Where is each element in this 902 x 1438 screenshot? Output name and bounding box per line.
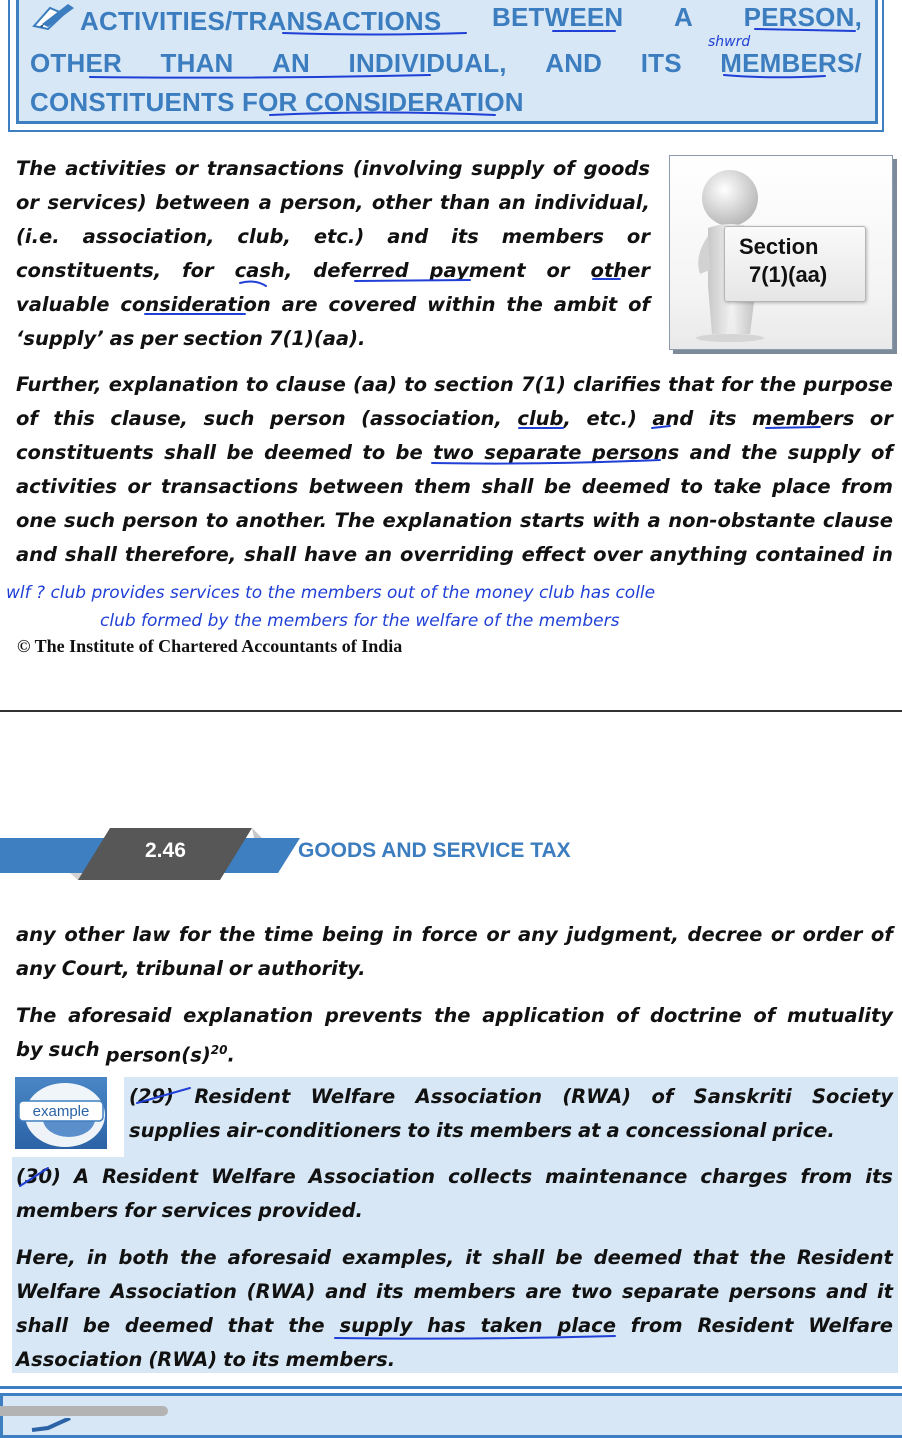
text-fragment: (30): [16, 1165, 61, 1188]
text-fragment: or: [127, 475, 151, 498]
text-fragment: deferred: [313, 259, 409, 282]
text-fragment: deemed: [581, 475, 670, 498]
text-fragment: of: [651, 1085, 674, 1108]
text-fragment: being: [322, 923, 384, 946]
text-fragment: that: [227, 1314, 274, 1337]
text-fragment: be: [544, 475, 572, 498]
heading-word: MEMBERS/: [720, 48, 862, 78]
text-fragment: services): [47, 191, 147, 214]
text-fragment: from: [800, 1165, 853, 1188]
heading-line-1: [30, 2, 862, 37]
text-fragment: club,: [237, 225, 291, 248]
text-fragment: charges: [700, 1165, 788, 1188]
text-line: [16, 436, 893, 470]
text-fragment: examples,: [341, 1246, 455, 1269]
text-fragment: 7(1): [520, 373, 566, 396]
text-fragment: transactions: [206, 157, 345, 180]
text-fragment: overriding: [399, 543, 514, 566]
text-fragment: judgment,: [566, 923, 679, 946]
text-fragment: force: [421, 923, 478, 946]
text-fragment: or: [16, 191, 40, 214]
text-fragment: (RWA): [148, 1348, 218, 1371]
ribbon-fold: [252, 828, 262, 838]
text-fragment: application: [482, 1004, 605, 1027]
text-fragment: payment: [429, 259, 526, 282]
text-fragment: the: [740, 441, 778, 464]
text-fragment: to: [245, 373, 269, 396]
text-fragment: The: [16, 1004, 57, 1027]
text-fragment: from: [630, 1314, 683, 1337]
text-fragment: be: [226, 441, 254, 464]
text-fragment: deemed: [264, 441, 353, 464]
text-fragment: in: [86, 1246, 108, 1269]
text-fragment: any: [16, 957, 56, 980]
section-sign-line-1: Section: [739, 234, 819, 259]
text-fragment: the: [288, 1314, 325, 1337]
text-fragment: be: [395, 441, 423, 464]
text-fragment: to: [407, 1119, 431, 1142]
text-fragment: Resident: [796, 1246, 893, 1269]
text-fragment: effect: [521, 543, 586, 566]
text-fragment: shall: [64, 543, 117, 566]
text-fragment: covered: [328, 293, 417, 316]
text-fragment: Resident: [102, 1165, 199, 1188]
text-line: [16, 918, 893, 952]
text-fragment: (RWA): [562, 1085, 632, 1108]
text-fragment: 7(1)(aa).: [268, 327, 366, 350]
text-fragment: another.: [235, 509, 328, 532]
text-fragment: purpose: [803, 373, 893, 396]
text-fragment: therefore,: [124, 543, 237, 566]
text-line: [16, 1194, 893, 1228]
text-fragment: to: [205, 509, 229, 532]
text-fragment: clause,: [110, 407, 188, 430]
text-fragment: between: [155, 191, 251, 214]
text-fragment: that: [668, 373, 714, 396]
text-fragment: and: [16, 543, 57, 566]
text-fragment: both: [118, 1246, 170, 1269]
example-conclusion: [16, 1241, 893, 1377]
ink-note-line-1: wlf ? club provides services to the members out of the money club has colle: [6, 583, 656, 603]
text-line: [16, 322, 650, 356]
text-fragment: between: [308, 475, 404, 498]
paragraph-explanation-clause-aa: [16, 368, 893, 572]
page-number: 2.46: [145, 839, 186, 862]
text-line: [129, 1114, 893, 1148]
text-fragment: and: [387, 225, 429, 248]
text-fragment: other: [590, 259, 650, 282]
text-fragment: from: [841, 475, 893, 498]
text-fragment: such: [48, 1038, 100, 1061]
example-logo-icon: [15, 1077, 107, 1149]
text-fragment: a: [647, 509, 661, 532]
text-fragment: a: [606, 1119, 620, 1142]
text-fragment: (involving: [352, 157, 463, 180]
text-fragment: [106, 1033, 235, 1067]
text-fragment: (i.e.: [16, 225, 60, 248]
text-line: [16, 470, 893, 504]
text-fragment: Welfare: [808, 1314, 893, 1337]
text-line: [16, 254, 650, 288]
text-line: [16, 402, 893, 436]
text-fragment: persons: [591, 441, 680, 464]
text-fragment: activities: [65, 157, 167, 180]
text-fragment: anything: [649, 543, 748, 566]
paragraph-doctrine-of-mutuality: [16, 999, 893, 1067]
text-line: [16, 999, 893, 1033]
heading-word: AND: [545, 48, 603, 78]
text-fragment: separate: [484, 441, 582, 464]
text-line: [16, 368, 893, 402]
text-fragment: explanation: [108, 373, 239, 396]
text-fragment: an: [498, 191, 526, 214]
text-fragment: any: [16, 923, 56, 946]
text-fragment: air-conditioners: [226, 1119, 402, 1142]
text-fragment: provided.: [258, 1199, 363, 1222]
text-fragment: of: [871, 441, 893, 464]
heading-word: THAN: [160, 48, 234, 78]
text-fragment: supply: [787, 441, 861, 464]
text-line: [16, 288, 650, 322]
text-fragment: with: [592, 509, 641, 532]
text-fragment: deemed: [124, 1314, 213, 1337]
text-fragment: of: [616, 1004, 639, 1027]
ink-note-above-members: shwrd: [708, 34, 751, 50]
text-fragment: supply: [471, 157, 545, 180]
text-fragment: cash,: [234, 259, 293, 282]
text-fragment: or: [486, 923, 510, 946]
text-fragment: constituents: [16, 441, 154, 464]
text-fragment: supply: [339, 1314, 413, 1337]
text-fragment: by: [16, 1038, 43, 1061]
text-fragment: aforesaid: [68, 1004, 172, 1027]
text-fragment: the: [749, 1246, 786, 1269]
text-fragment: section: [183, 327, 263, 350]
text-fragment: explanation: [382, 509, 513, 532]
text-fragment: mutuality: [787, 1004, 893, 1027]
text-fragment: contained: [755, 543, 865, 566]
text-fragment: are: [281, 293, 318, 316]
text-fragment: shall: [492, 1246, 545, 1269]
text-fragment: its: [251, 1348, 280, 1371]
text-line: [16, 1309, 893, 1343]
text-fragment: ‘supply’: [16, 327, 104, 350]
text-line: [16, 952, 893, 986]
text-fragment: one: [16, 509, 57, 532]
footnote-ref[interactable]: 20: [210, 1043, 228, 1057]
paragraph-supply-definition: [16, 152, 650, 356]
text-fragment: (RWA): [246, 1280, 316, 1303]
text-fragment: in: [392, 923, 413, 946]
text-fragment: person(s): [105, 1043, 211, 1067]
text-fragment: the: [506, 293, 543, 316]
text-fragment: the: [180, 1246, 217, 1269]
text-fragment: Resident: [697, 1314, 794, 1337]
text-fragment: as: [109, 327, 135, 350]
text-line: [16, 538, 893, 572]
text-line: [16, 1033, 893, 1067]
running-header-title: GOODS AND SERVICE TAX: [298, 839, 571, 862]
text-fragment: tribunal: [135, 957, 223, 980]
text-fragment: Resident: [194, 1085, 291, 1108]
text-line: [129, 1080, 893, 1114]
heading-line-2: [30, 48, 862, 79]
text-fragment: of: [552, 157, 575, 180]
heading-word: A: [673, 2, 693, 32]
text-fragment: clarifies: [573, 373, 661, 396]
text-fragment: its: [865, 1165, 893, 1188]
section-sign: [724, 226, 866, 302]
example-29: [129, 1080, 893, 1148]
text-fragment: Association: [16, 1348, 143, 1371]
text-fragment: its: [436, 1119, 464, 1142]
text-line: [16, 1160, 893, 1194]
text-fragment: Here,: [16, 1246, 76, 1269]
text-fragment: time: [263, 923, 314, 946]
pen-and-paper-icon: [30, 2, 80, 37]
text-fragment: members: [501, 225, 604, 248]
text-line: [16, 186, 650, 220]
text-fragment: aforesaid: [227, 1246, 331, 1269]
text-fragment: them: [414, 475, 471, 498]
text-fragment: members: [752, 407, 855, 430]
text-fragment: an: [364, 543, 393, 566]
text-line: [16, 504, 893, 538]
text-fragment: place: [557, 1314, 616, 1337]
text-fragment: concessional: [625, 1119, 767, 1142]
text-fragment: (association,: [361, 407, 502, 430]
text-fragment: Court,: [61, 957, 130, 980]
text-fragment: Association: [415, 1085, 542, 1108]
text-fragment: per: [140, 327, 178, 350]
heading-line-3: CONSTITUENTS FOR CONSIDERATION: [30, 87, 524, 117]
text-fragment: or: [869, 407, 893, 430]
section-divider: [0, 1386, 902, 1389]
text-line: [16, 152, 650, 186]
text-fragment: shall: [16, 1314, 69, 1337]
example-30: [16, 1160, 893, 1228]
text-fragment: in: [872, 543, 893, 566]
text-fragment: members: [469, 1119, 573, 1142]
heading-word: INDIVIDUAL,: [348, 48, 507, 78]
text-fragment: the: [759, 373, 797, 396]
text-fragment: such: [203, 407, 255, 430]
heading-word: OTHER: [30, 48, 122, 78]
text-fragment: clause: [275, 373, 346, 396]
text-fragment: (aa): [352, 373, 398, 396]
text-fragment: Welfare: [16, 1280, 101, 1303]
text-fragment: order: [802, 923, 863, 946]
text-fragment: starts: [519, 509, 585, 532]
heading-word: ACTIVITIES/TRANSACTIONS: [80, 6, 442, 36]
text-fragment: it: [876, 1280, 893, 1303]
text-fragment: has: [427, 1314, 466, 1337]
text-fragment: or: [770, 923, 794, 946]
text-fragment: take: [713, 475, 762, 498]
text-fragment: goods: [583, 157, 650, 180]
text-fragment: person: [269, 407, 346, 430]
text-fragment: shall: [481, 475, 534, 498]
text-fragment: place: [771, 475, 831, 498]
text-fragment: to: [404, 373, 427, 396]
text-fragment: and: [689, 441, 731, 464]
text-line: [16, 220, 650, 254]
ink-note-line-2: club formed by the members for the welfare of the members: [100, 611, 620, 631]
text-line: [16, 1241, 893, 1275]
text-fragment: Association: [308, 1165, 436, 1188]
text-fragment: etc.): [313, 225, 365, 248]
text-fragment: a: [258, 191, 272, 214]
text-fragment: prevents: [324, 1004, 423, 1027]
page-break-rule: [0, 710, 902, 712]
text-fragment: deemed: [593, 1246, 682, 1269]
heading-word-group: [30, 2, 441, 37]
text-fragment: non-obstante: [668, 509, 816, 532]
text-fragment: for: [178, 923, 211, 946]
horizontal-scrollbar-thumb[interactable]: [0, 1406, 168, 1416]
text-fragment: Association: [110, 1280, 237, 1303]
text-fragment: etc.): [586, 407, 637, 430]
text-fragment: two: [433, 441, 474, 464]
text-fragment: of: [870, 923, 893, 946]
text-fragment: supplies: [129, 1119, 221, 1142]
text-fragment: shall: [164, 441, 217, 464]
text-fragment: explanation: [183, 1004, 314, 1027]
heading-word: PERSON,: [743, 2, 862, 32]
text-fragment: within: [427, 293, 496, 316]
text-fragment: doctrine: [650, 1004, 742, 1027]
check-icon: [30, 1418, 78, 1432]
text-fragment: for: [721, 373, 753, 396]
text-fragment: person,: [280, 191, 364, 214]
text-fragment: and: [325, 1280, 367, 1303]
text-fragment: be: [82, 1314, 111, 1337]
text-fragment: authority.: [257, 957, 366, 980]
text-fragment: any: [517, 923, 558, 946]
text-fragment: have: [304, 543, 358, 566]
text-fragment: collects: [448, 1165, 533, 1188]
text-fragment: or: [228, 957, 252, 980]
text-fragment: Further,: [16, 373, 102, 396]
paragraph-continued: [16, 918, 893, 986]
text-fragment: valuable: [16, 293, 110, 316]
text-fragment: association,: [82, 225, 215, 248]
text-fragment: such: [64, 509, 115, 532]
text-fragment: be: [555, 1246, 583, 1269]
text-fragment: for: [182, 259, 214, 282]
text-fragment: members: [16, 1199, 119, 1222]
text-fragment: section: [434, 373, 514, 396]
text-fragment: Welfare: [211, 1165, 296, 1188]
text-fragment: the: [218, 923, 256, 946]
text-fragment: The: [334, 509, 375, 532]
text-fragment: A: [73, 1165, 90, 1188]
text-fragment: Welfare: [310, 1085, 396, 1108]
heading-word: BETWEEN: [491, 2, 624, 32]
text-fragment: taken: [480, 1314, 543, 1337]
text-fragment: transactions: [161, 475, 299, 498]
text-fragment: two: [571, 1280, 613, 1303]
text-fragment: ambit: [553, 293, 618, 316]
text-fragment: activities: [16, 475, 117, 498]
text-fragment: law: [132, 923, 171, 946]
text-fragment: consideration: [120, 293, 271, 316]
example-logo-label: example: [32, 1103, 90, 1120]
text-fragment: its: [451, 225, 479, 248]
text-fragment: this: [53, 407, 95, 430]
text-fragment: constituents,: [16, 259, 162, 282]
text-fragment: than: [439, 191, 491, 214]
section-7-1-aa-illustration: [669, 155, 893, 350]
text-fragment: individual,: [534, 191, 650, 214]
text-fragment: The: [16, 157, 57, 180]
text-fragment: Sanskriti: [693, 1085, 792, 1108]
text-fragment: price.: [772, 1119, 835, 1142]
text-fragment: members: [413, 1280, 516, 1303]
text-fragment: decree: [687, 923, 763, 946]
text-fragment: are: [525, 1280, 562, 1303]
text-fragment: clause: [822, 509, 893, 532]
text-fragment: .: [227, 1043, 235, 1067]
heading-word: AN: [272, 48, 310, 78]
text-line: [16, 1343, 893, 1377]
text-fragment: of: [16, 407, 38, 430]
text-fragment: (29): [129, 1085, 174, 1108]
text-fragment: club,: [517, 407, 571, 430]
text-fragment: that: [692, 1246, 739, 1269]
text-fragment: its: [708, 407, 737, 430]
text-fragment: of: [628, 293, 650, 316]
copyright-footer: © The Institute of Chartered Accountants of India: [17, 636, 403, 656]
text-line: [16, 1275, 893, 1309]
text-fragment: or: [546, 259, 570, 282]
text-fragment: of: [753, 1004, 776, 1027]
text-fragment: shall: [244, 543, 297, 566]
text-fragment: to: [223, 1348, 246, 1371]
text-fragment: it: [465, 1246, 482, 1269]
text-fragment: separate: [621, 1280, 720, 1303]
text-fragment: and: [652, 407, 694, 430]
text-fragment: persons: [729, 1280, 817, 1303]
text-fragment: members.: [285, 1348, 396, 1371]
text-fragment: at: [578, 1119, 601, 1142]
text-fragment: the: [434, 1004, 471, 1027]
text-fragment: maintenance: [545, 1165, 688, 1188]
text-fragment: for: [124, 1199, 156, 1222]
text-fragment: services: [161, 1199, 253, 1222]
heading-word: ITS: [640, 48, 682, 78]
text-fragment: or: [626, 225, 650, 248]
text-fragment: and: [826, 1280, 868, 1303]
text-fragment: other: [64, 923, 124, 946]
text-fragment: other: [371, 191, 432, 214]
text-fragment: Society: [811, 1085, 893, 1108]
text-fragment: or: [175, 157, 199, 180]
text-fragment: to: [362, 441, 386, 464]
text-fragment: over: [593, 543, 643, 566]
text-fragment: its: [376, 1280, 404, 1303]
text-fragment: to: [680, 475, 703, 498]
text-fragment: person: [122, 509, 199, 532]
section-sign-line-2: 7(1)(aa): [749, 262, 828, 287]
